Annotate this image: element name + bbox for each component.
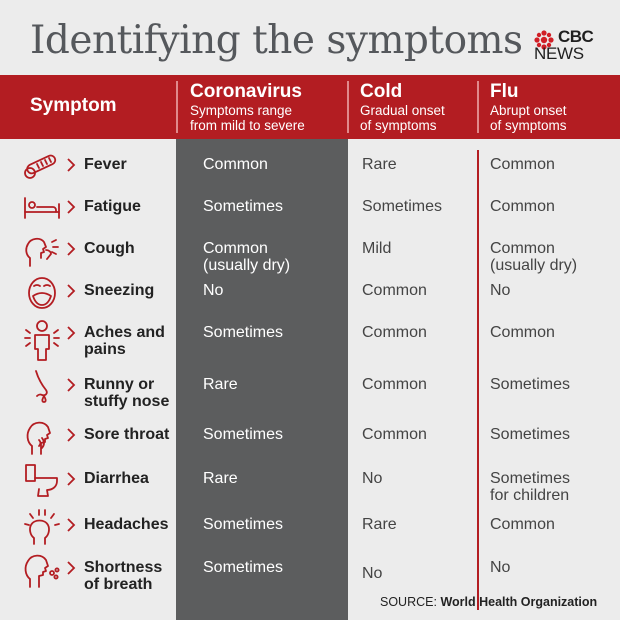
coronavirus-value: Sometimes [203,426,284,443]
coronavirus-value: Common [203,156,268,173]
flu-value: No [490,282,511,299]
flu-value: No [490,559,511,576]
chevron-right-icon [66,517,76,533]
coronavirus-value: Rare [203,376,238,393]
header-flu-name: Flu [490,81,519,102]
page-title: Identifying the symptoms [30,18,523,63]
coronavirus-value: Sometimes [203,516,284,533]
symptom-label: Headaches [84,516,169,533]
header-cold [360,81,445,133]
shortness-of-breath-icon [22,551,62,589]
coronavirus-value: Sometimes [203,198,284,215]
flu-value: Common (usually dry) [490,240,578,274]
cbc-news-logo [534,28,598,64]
bed-icon [22,190,62,228]
thermometer-icon [22,147,62,185]
runny-nose-icon [22,368,62,406]
symptom-label: Cough [84,240,135,257]
symptom-label: Fatigue [84,198,141,215]
header-coronavirus [190,81,305,133]
symptom-label: Aches and pains [84,324,165,358]
chevron-right-icon [66,241,76,257]
symptom-label: Sneezing [84,282,155,299]
chevron-right-icon [66,199,76,215]
cold-value: Mild [362,240,392,257]
flu-value: Common [490,156,555,173]
sore-throat-icon [22,418,62,456]
header-symptom: Symptom [30,95,117,116]
flu-value: Common [490,516,555,533]
chevron-right-icon [66,325,76,341]
source-note [380,595,597,609]
coronavirus-value: Sometimes [203,559,284,576]
flu-value: Common [490,198,555,215]
flu-value: Sometimes [490,376,571,393]
header-divider [347,81,349,133]
symptom-label: Diarrhea [84,470,149,487]
flu-column-divider [477,150,479,610]
headache-icon [22,508,62,546]
chevron-right-icon [66,157,76,173]
table-header [0,75,620,139]
header-flu-desc: Abrupt onset of symptoms [490,103,567,133]
chevron-right-icon [66,427,76,443]
flu-value: Sometimes [490,426,571,443]
symptom-label: Runny or stuffy nose [84,376,170,410]
cold-value: Sometimes [362,198,443,215]
chevron-right-icon [66,377,76,393]
cold-value: Common [362,324,427,341]
flu-value: Common [490,324,555,341]
brand-line1: CBC [558,27,594,46]
header-divider [176,81,178,133]
cold-value: No [362,565,383,582]
coronavirus-value: Sometimes [203,324,284,341]
cough-icon [22,232,62,270]
symptom-label: Shortness of breath [84,559,163,593]
coronavirus-value: No [203,282,224,299]
chevron-right-icon [66,471,76,487]
chevron-right-icon [66,560,76,576]
cold-value: No [362,470,383,487]
symptom-label: Fever [84,156,127,173]
symptom-label: Sore throat [84,426,170,443]
cold-value: Rare [362,156,397,173]
sneeze-icon [22,274,62,312]
flu-value: Sometimes for children [490,470,571,504]
header-cold-name: Cold [360,81,403,102]
cold-value: Common [362,376,427,393]
chevron-right-icon [66,283,76,299]
coronavirus-value: Common (usually dry) [203,240,291,274]
source-label: SOURCE: [380,595,437,609]
source-value: World Health Organization [440,595,598,609]
header-coronavirus-name: Coronavirus [190,81,302,102]
header-flu [490,81,567,133]
brand-line2: NEWS [534,44,584,63]
coronavirus-value: Rare [203,470,238,487]
cold-value: Rare [362,516,397,533]
header-coronavirus-desc: Symptoms range from mild to severe [190,103,305,133]
body-aches-icon [22,318,62,356]
cold-value: Common [362,282,427,299]
toilet-icon [22,462,62,500]
cold-value: Common [362,426,427,443]
header-cold-desc: Gradual onset of symptoms [360,103,445,133]
header-divider [477,81,479,133]
